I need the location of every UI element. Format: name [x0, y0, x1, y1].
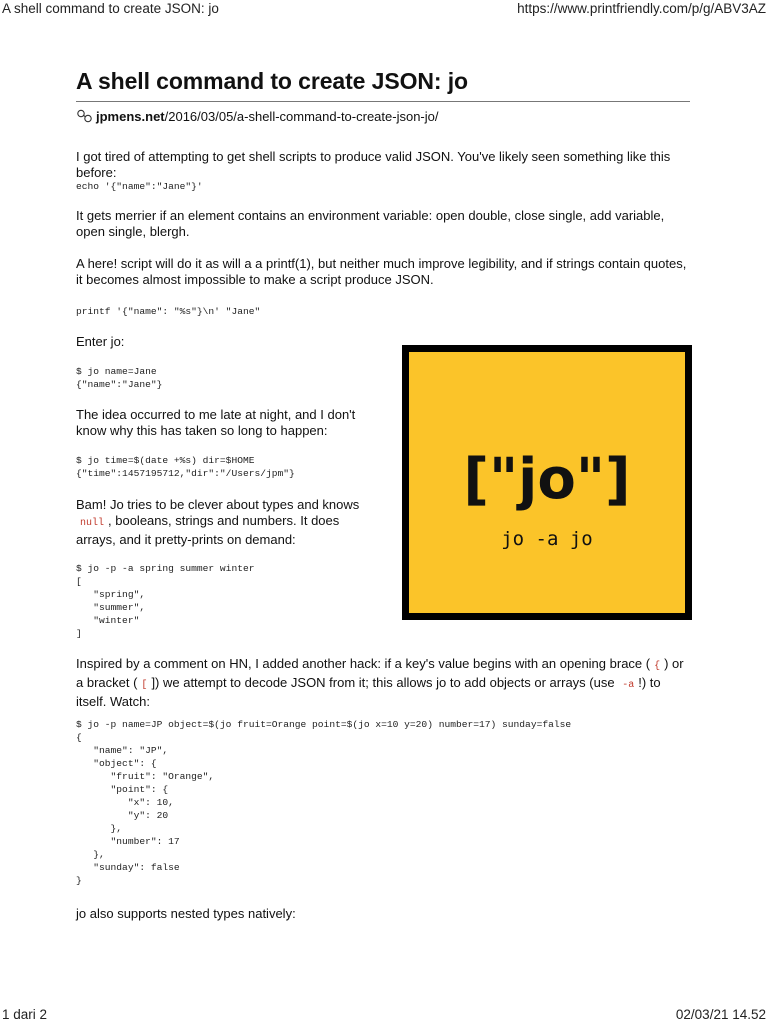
paragraph-7-text-a: Inspired by a comment on HN, I added another hack: if a key's value begins with an opening brace (	[76, 656, 651, 671]
paragraph-3: A here! script will do it as will a a printf(1), but neither much improve legibility, and if strings contain quotes, it becomes almost impossible to make a script produce JSON.	[76, 256, 687, 287]
source-link[interactable]	[76, 108, 690, 124]
inline-code-null: null	[80, 518, 105, 529]
code-block-2: printf '{"name": "%s"}\n' "Jane"	[76, 306, 261, 317]
print-datetime: 02/03/21 14.52	[675, 1007, 766, 1022]
code-block-5: $ jo -p -a spring summer winter [ "spring", "summer", "winter" ]	[76, 563, 255, 639]
inline-code-a-flag: -a	[622, 680, 635, 691]
paragraph-4: Enter jo:	[76, 334, 125, 349]
paragraph-7-text-d: !) to itself. Watch:	[76, 675, 661, 709]
print-header	[2, 1, 766, 17]
source-site[interactable]: jpmens.net	[96, 108, 165, 124]
article-title: A shell command to create JSON: jo	[76, 68, 468, 94]
inline-code-brace: {	[654, 661, 661, 672]
jo-logo-image	[402, 345, 692, 620]
jo-logo-caption: jo -a jo	[501, 528, 593, 550]
paragraph-7	[76, 656, 690, 710]
paragraph-7-text-c: ]) we attempt to decode JSON from it; this allows jo to add objects or arrays (use	[151, 675, 615, 690]
paragraph-1: I got tired of attempting to get shell scripts to produce valid JSON. You've likely seen something like this before:	[76, 149, 671, 180]
paragraph-5: The idea occurred to me late at night, and I don't know why this has taken so long to happen:	[76, 407, 356, 438]
code-block-6: $ jo -p name=JP object=$(jo fruit=Orange point=$(jo x=10 y=20) number=17) sunday=false { "name": "JP", "object": { "fruit": "Orange", "point": { "x": 10, "y": 20 }, "number": 17 }, "sunday": false }	[76, 719, 572, 886]
jo-logo-big-text: ["jo"]	[463, 447, 631, 512]
paragraph-6-text-a: Bam! Jo tries to be clever about types and knows	[76, 497, 360, 512]
paragraph-2: It gets merrier if an element contains an environment variable: open double, close single, add variable, open single, blergh.	[76, 208, 665, 239]
source-path[interactable]: /2016/03/05/a-shell-command-to-create-json-jo/	[164, 108, 439, 124]
link-icon	[76, 109, 94, 123]
paragraph-7-text-b: ) or a bracket (	[76, 656, 684, 690]
print-footer	[2, 1006, 766, 1022]
paragraph-8: jo also supports nested types natively:	[76, 906, 296, 921]
print-doc-title: A shell command to create JSON: jo	[2, 1, 219, 16]
code-block-3: $ jo name=Jane {"name":"Jane"}	[76, 366, 163, 390]
paragraph-6-text-b: , booleans, strings and numbers. It does arrays, and it pretty-prints on demand:	[76, 513, 340, 547]
title-divider	[76, 101, 690, 102]
page-counter: 1 dari 2	[2, 1007, 48, 1022]
code-block-4: $ jo time=$(date +%s) dir=$HOME {"time":1457195712,"dir":"/Users/jpm"}	[76, 455, 295, 479]
inline-code-bracket: [	[141, 680, 148, 691]
code-block-1: echo '{"name":"Jane"}'	[76, 181, 203, 192]
paragraph-6	[76, 497, 382, 548]
print-url[interactable]: https://www.printfriendly.com/p/g/ABV3AZ	[517, 1, 766, 16]
